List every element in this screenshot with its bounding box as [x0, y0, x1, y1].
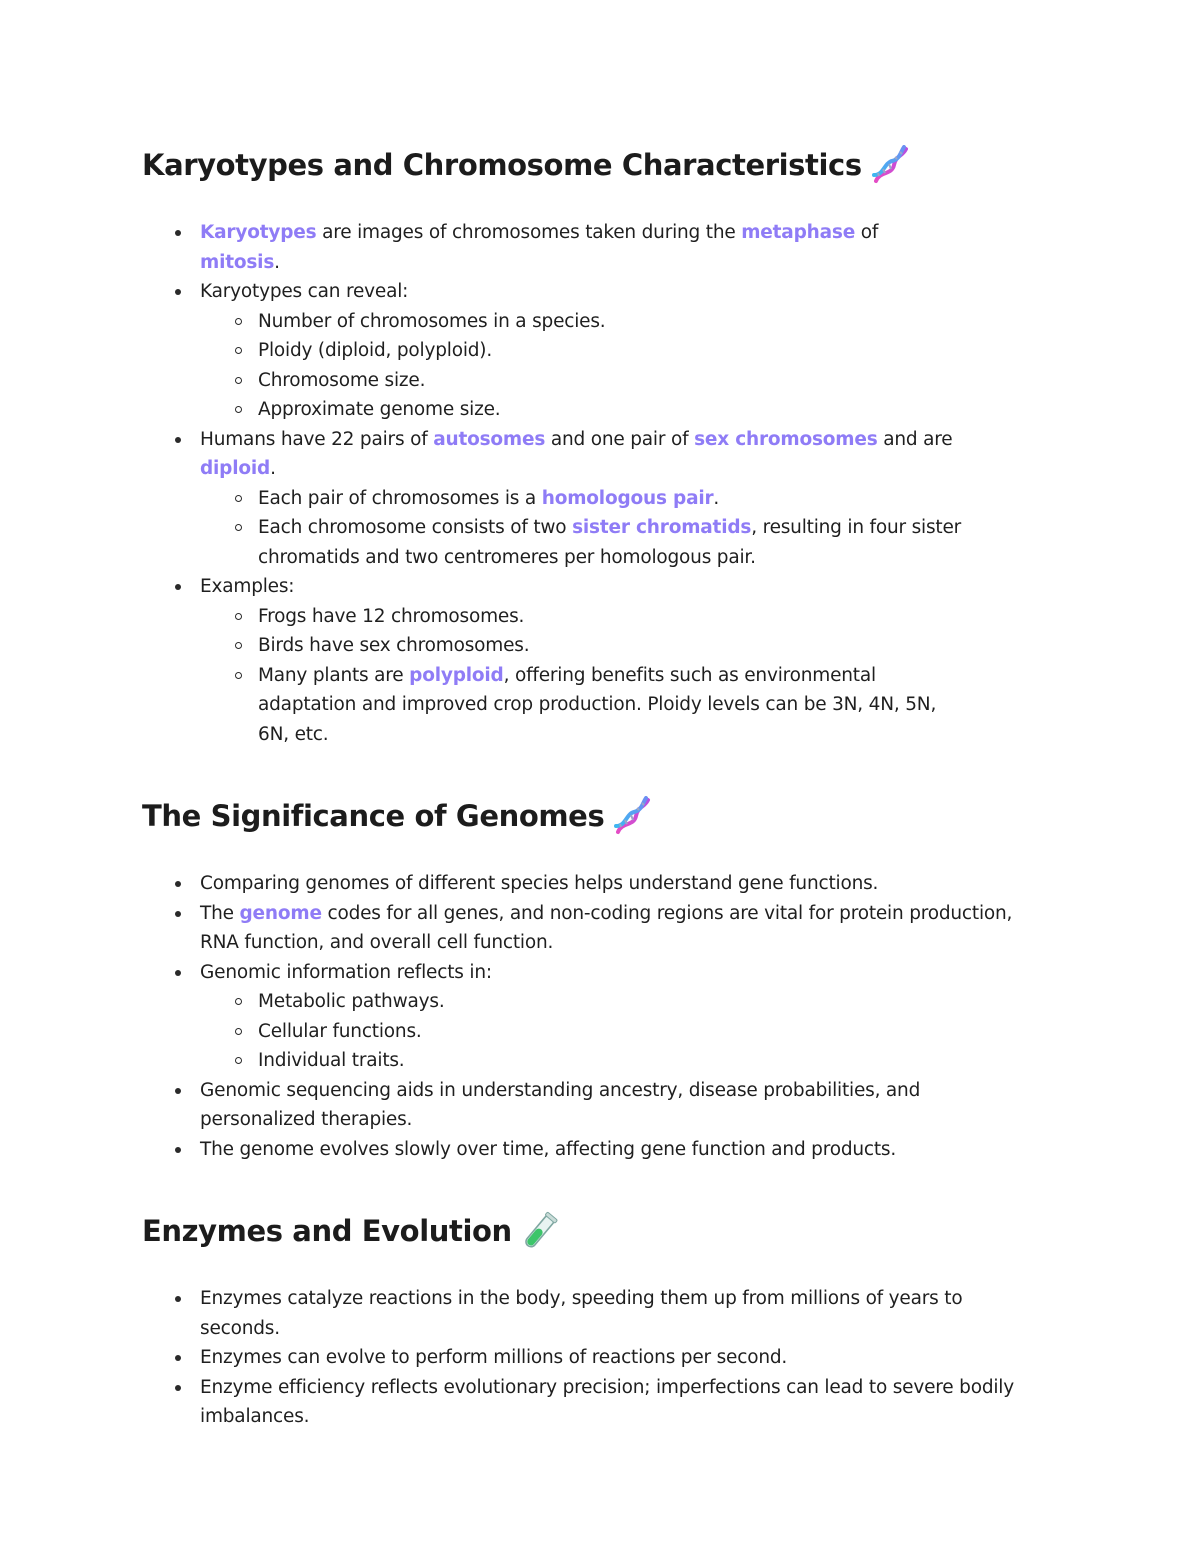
text-span: codes for all genes, and non-coding regions are vital for protein production, RNA function, and overall cell function.: [200, 902, 1013, 953]
list-item: [142, 425, 1030, 573]
term-sister-chromatids: sister chromatids: [572, 517, 752, 538]
text-span: Genomic sequencing aids in understanding ancestry, disease probabilities, and personalized therapies.: [200, 1079, 921, 1130]
term-genome: genome: [239, 902, 322, 924]
term-sex-chromosomes: sex chromosomes: [694, 428, 878, 450]
text-span: Karyotypes can reveal:: [200, 281, 409, 302]
bullet-list: [142, 1284, 1022, 1432]
term-karyotypes: Karyotypes: [200, 222, 317, 243]
bullet-list: [142, 869, 1022, 1164]
term-metaphase: metaphase: [741, 222, 856, 243]
dna-icon: [612, 796, 652, 836]
sub-list-item: [200, 661, 958, 750]
text-span: Many plants are: [258, 664, 410, 686]
document-page: [142, 0, 1022, 1432]
section-heading: [142, 1204, 1022, 1258]
text-span: .: [274, 251, 280, 273]
text-span: Enzyme efficiency reflects evolutionary precision; imperfections can lead to severe bodily imbalances.: [200, 1376, 1014, 1427]
list-item: [142, 1343, 1030, 1373]
text-span: Number of chromosomes in a species.: [258, 310, 606, 332]
sub-list-item: [200, 631, 1030, 661]
text-span: .: [270, 458, 276, 479]
text-span: of: [855, 222, 879, 243]
text-span: Examples:: [200, 576, 295, 597]
sub-list-item: [200, 602, 1030, 632]
sub-list: [200, 987, 1030, 1076]
list-item: [142, 1373, 1030, 1432]
term-homologous-pair: homologous pair: [541, 487, 714, 509]
text-span: .: [713, 487, 720, 509]
text-span: Ploidy (diploid, polyploid).: [258, 340, 493, 361]
list-item: [142, 1135, 1030, 1165]
bullet-list: [142, 218, 1022, 749]
sub-list-item: [200, 395, 1030, 425]
text-span: Birds have sex chromosomes.: [258, 635, 530, 656]
section-heading: [142, 789, 1022, 843]
list-item: [142, 869, 1030, 899]
text-span: The genome evolves slowly over time, affecting gene function and products.: [200, 1138, 897, 1160]
sub-list-item: [200, 1017, 1030, 1047]
sub-list: [200, 602, 1030, 750]
text-span: Enzymes catalyze reactions in the body, speeding them up from millions of years to seconds.: [200, 1288, 963, 1339]
text-span: Approximate genome size.: [258, 399, 501, 420]
sub-list-item: [200, 484, 1030, 514]
sub-list: [200, 484, 1030, 573]
sub-list: [200, 307, 1030, 425]
text-span: Frogs have 12 chromosomes.: [258, 605, 525, 627]
section-title: The Significance of Genomes: [142, 799, 605, 833]
term-polyploid: polyploid: [409, 664, 504, 686]
term-autosomes: autosomes: [433, 428, 546, 450]
section-heading: [142, 138, 1022, 192]
text-span: Chromosome size.: [258, 369, 426, 391]
list-item: [142, 1284, 1030, 1343]
text-span: , resulting in four sister chromatids and two centromeres per homologous pair.: [258, 517, 962, 568]
text-span: Each pair of chromosomes is a: [258, 487, 542, 509]
text-span: and are: [877, 428, 953, 450]
sub-list-item: [200, 513, 998, 572]
sub-list-item: [200, 336, 1030, 366]
text-span: Each chromosome consists of two: [258, 517, 573, 538]
section-title: Enzymes and Evolution: [142, 1214, 512, 1248]
sub-list-item: [200, 987, 1030, 1017]
section-genomes: [142, 789, 1022, 1164]
sub-list-item: [200, 307, 1030, 337]
list-item: [142, 958, 1030, 1076]
text-span: Individual traits.: [258, 1050, 405, 1071]
text-span: Metabolic pathways.: [258, 991, 445, 1012]
list-item: [142, 572, 1030, 749]
list-item: [142, 899, 1030, 958]
text-span: Genomic information reflects in:: [200, 961, 492, 983]
list-item: [142, 1076, 1030, 1135]
text-span: Comparing genomes of different species helps understand gene functions.: [200, 873, 879, 894]
text-span: are images of chromosomes taken during the: [316, 222, 742, 243]
text-span: The: [200, 902, 240, 924]
text-span: and one pair of: [545, 428, 695, 450]
dna-icon: [870, 145, 910, 185]
section-title: Karyotypes and Chromosome Characteristics: [142, 148, 862, 182]
section-enzymes: [142, 1204, 1022, 1432]
text-span: , offering benefits such as environmental adaptation and improved crop production. Ploidy levels can be 3N, 4N, 5N, 6N, etc.: [258, 664, 937, 745]
list-item: [142, 277, 1030, 425]
list-item: [142, 218, 1030, 277]
sub-list-item: [200, 366, 1030, 396]
section-karyotypes: [142, 138, 1022, 749]
text-span: Cellular functions.: [258, 1020, 422, 1042]
term-mitosis: mitosis: [200, 251, 275, 273]
sub-list-item: [200, 1046, 1030, 1076]
term-diploid: diploid: [200, 458, 271, 479]
text-span: Humans have 22 pairs of: [200, 428, 434, 450]
test-tube-icon: [520, 1211, 560, 1251]
text-span: Enzymes can evolve to perform millions of reactions per second.: [200, 1347, 788, 1368]
